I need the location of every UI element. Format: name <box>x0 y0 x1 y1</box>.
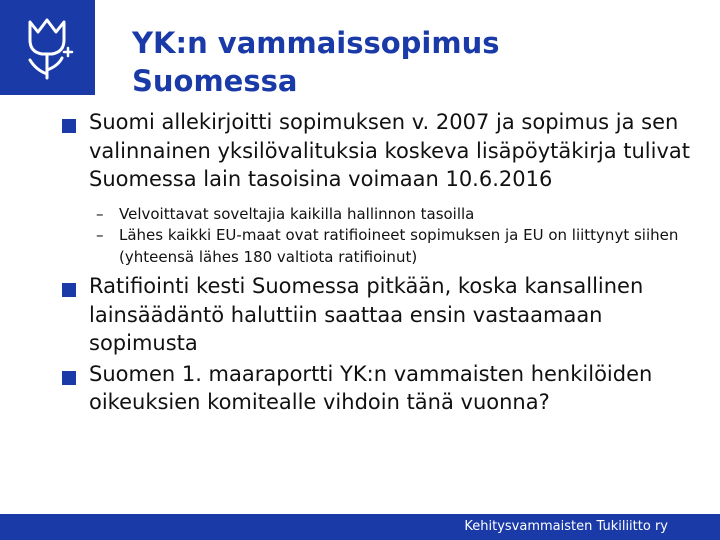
title-line-2: Suomessa <box>132 64 298 98</box>
tulip-logo-icon <box>0 0 95 95</box>
footer-bar <box>0 514 720 540</box>
square-bullet-icon <box>62 283 76 297</box>
bullet-text: Suomen 1. maaraportti YK:n vammaisten henkilöiden oikeuksien komitealle vihdoin tänä vuonna? <box>89 361 653 414</box>
sub-bullet-item <box>62 204 712 226</box>
bullet-item <box>62 272 712 358</box>
sub-bullet-item <box>62 225 712 268</box>
sub-bullet-text: Lähes kaikki EU-maat ovat ratifioineet sopimuksen ja EU on liittynyt siihen (yhteensä lähes 180 valtiota ratifioinut) <box>119 226 679 266</box>
footer-org-name: Kehitysvammaisten Tukiliitto ry <box>464 519 668 534</box>
sub-bullet-list <box>62 204 712 269</box>
dash-bullet: – <box>96 226 104 244</box>
square-bullet-icon <box>62 119 76 133</box>
bullet-item <box>62 108 712 194</box>
dash-bullet: – <box>96 204 104 223</box>
square-bullet-icon <box>62 371 76 385</box>
logo <box>0 0 95 95</box>
bullet-item <box>62 360 712 417</box>
bullet-text: Suomi allekirjoitti sopimuksen v. 2007 ja sopimus ja sen valinnainen yksilövalituksia koskeva lisäpöytäkirja tulivat Suomessa lain tasoisina voimaan 10.6.2016 <box>89 110 690 191</box>
page-title <box>132 24 500 100</box>
sub-bullet-text: Velvoittavat soveltajia kaikilla hallinnon tasoilla <box>119 204 475 223</box>
title-line-1: YK:n vammaissopimus <box>132 26 500 60</box>
bullet-list <box>62 108 712 417</box>
bullet-text: Ratifiointi kesti Suomessa pitkään, koska kansallinen lainsäädäntö haluttiin saattaa ensin vastaamaan sopimusta <box>89 274 644 355</box>
